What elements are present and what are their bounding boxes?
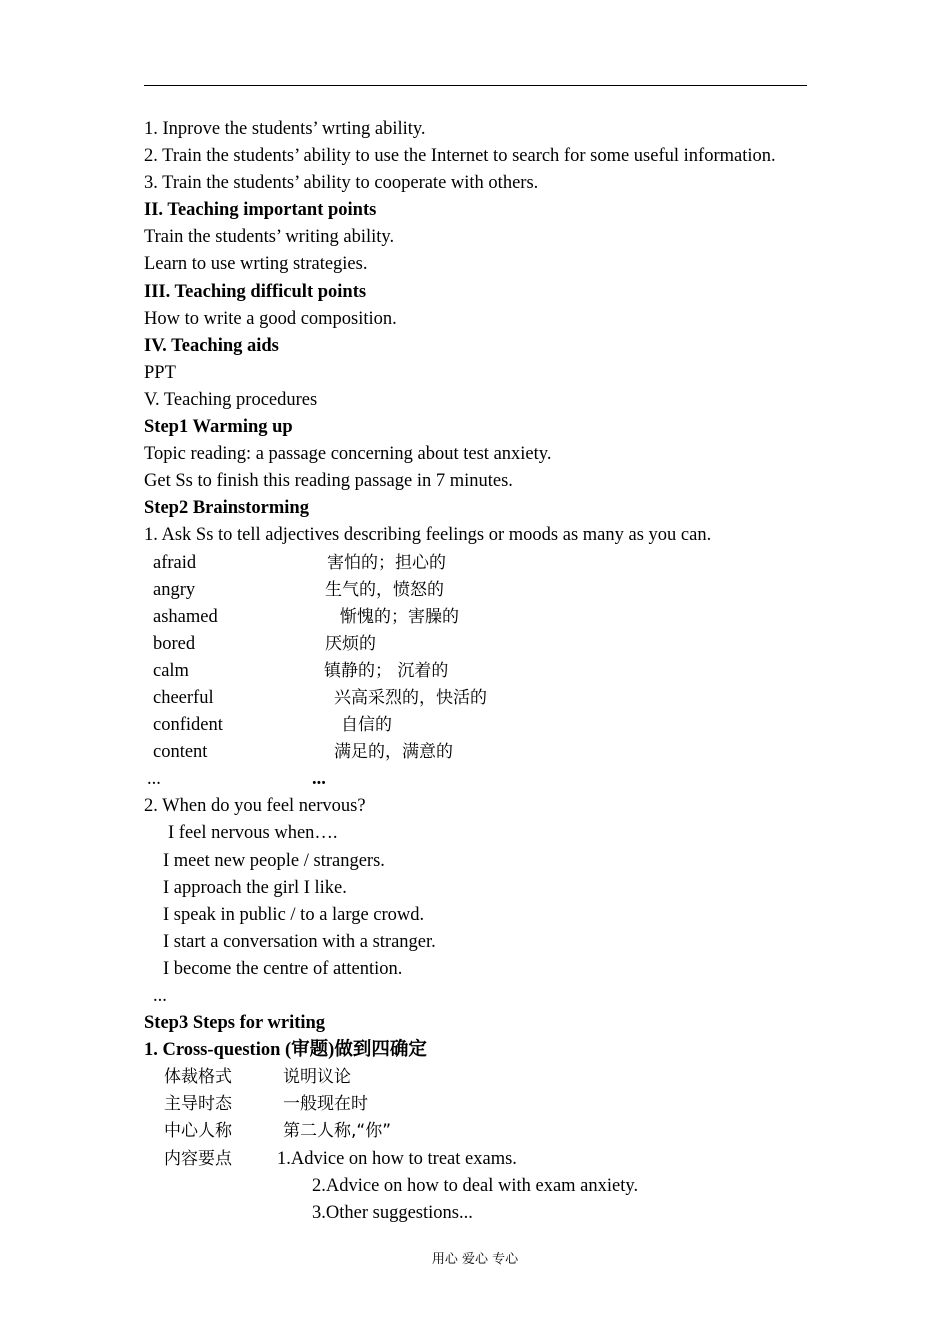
vocab-en: confident bbox=[153, 715, 223, 736]
vocab-row bbox=[144, 685, 824, 712]
section-heading-procedures: V. Teaching procedures bbox=[144, 389, 318, 410]
objective-1: 1. Inprove the students’ wrting ability. bbox=[144, 119, 426, 139]
important-point-2: Learn to use wrting strategies. bbox=[144, 254, 368, 275]
vocab-more-zh: ... bbox=[312, 769, 326, 790]
section-heading-difficult-points: III. Teaching difficult points bbox=[144, 281, 367, 302]
step1-line-2: Get Ss to finish this reading passage in 7 minutes. bbox=[144, 471, 513, 492]
cross-question-value: 1.Advice on how to treat exams. bbox=[277, 1148, 517, 1169]
vocab-row-more bbox=[144, 766, 824, 793]
cross-question-value: 说明议论 bbox=[283, 1067, 351, 1088]
vocab-zh: 害怕的；担心的 bbox=[327, 552, 446, 573]
step2-question-2: 2. When do you feel nervous? bbox=[144, 796, 366, 817]
step1-line-1: Topic reading: a passage concerning about test anxiety. bbox=[144, 444, 552, 465]
vocab-row bbox=[144, 577, 824, 604]
vocab-zh: 惭愧的；害臊的 bbox=[340, 606, 459, 627]
vocab-en: angry bbox=[153, 579, 196, 600]
step1-heading: Step1 Warming up bbox=[144, 417, 293, 438]
cross-question-row bbox=[144, 1064, 824, 1091]
step2-answer: I speak in public / to a large crowd. bbox=[163, 904, 425, 925]
step2-question-1: 1. Ask Ss to tell adjectives describing feelings or moods as many as you can. bbox=[144, 525, 712, 546]
cross-question-label: 体裁格式 bbox=[164, 1067, 232, 1088]
vocab-more-en: ... bbox=[147, 769, 161, 790]
objective-2: 2. Train the students’ ability to use the Internet to search for some useful information. bbox=[144, 146, 776, 167]
cross-question-value: 第二人称,“你” bbox=[283, 1121, 392, 1142]
vocab-en: calm bbox=[153, 660, 189, 681]
vocab-row bbox=[144, 550, 824, 577]
page-footer: 用心 爱心 专心 bbox=[431, 1252, 519, 1267]
vocab-en: afraid bbox=[153, 552, 197, 573]
vocab-zh: 满足的，满意的 bbox=[334, 742, 453, 763]
cross-question-label: 中心人称 bbox=[164, 1121, 232, 1142]
cross-question-row bbox=[144, 1146, 824, 1173]
content-point bbox=[144, 1200, 824, 1227]
document-body bbox=[144, 116, 824, 1227]
step2-answer: I become the centre of attention. bbox=[163, 958, 403, 979]
cross-question-label: 主导时态 bbox=[164, 1094, 232, 1115]
step2-answer: I meet new people / strangers. bbox=[163, 850, 385, 871]
teaching-aid: PPT bbox=[144, 362, 176, 383]
step2-answer: I start a conversation with a stranger. bbox=[163, 931, 436, 952]
header-rule bbox=[144, 85, 807, 86]
cross-question-row bbox=[144, 1118, 824, 1145]
cross-question-row bbox=[144, 1091, 824, 1118]
vocab-zh: 生气的，愤怒的 bbox=[325, 579, 444, 600]
vocab-zh: 厌烦的 bbox=[325, 633, 376, 654]
important-point-1: Train the students’ writing ability. bbox=[144, 227, 395, 248]
vocab-row bbox=[144, 658, 824, 685]
section-heading-important-points: II. Teaching important points bbox=[144, 200, 377, 221]
step3-heading: Step3 Steps for writing bbox=[144, 1013, 326, 1034]
vocab-zh: 自信的 bbox=[341, 715, 392, 736]
section-heading-teaching-aids: IV. Teaching aids bbox=[144, 335, 279, 356]
content-point-text: 2.Advice on how to deal with exam anxiety. bbox=[312, 1175, 639, 1196]
step3-subheading: 1. Cross-question (审题)做到四确定 bbox=[144, 1040, 427, 1061]
content-point bbox=[144, 1173, 824, 1200]
vocab-row bbox=[144, 604, 824, 631]
content-point-text: 3.Other suggestions... bbox=[312, 1202, 473, 1223]
vocab-en: ashamed bbox=[153, 606, 218, 627]
vocab-zh: 镇静的； 沉着的 bbox=[324, 660, 449, 681]
cross-question-label: 内容要点 bbox=[164, 1148, 232, 1169]
vocab-row bbox=[144, 712, 824, 739]
vocab-row bbox=[144, 739, 824, 766]
cross-question-value: 一般现在时 bbox=[283, 1094, 368, 1115]
step2-lead: I feel nervous when…. bbox=[168, 823, 338, 844]
step2-answer: I approach the girl I like. bbox=[163, 877, 347, 898]
vocab-row bbox=[144, 631, 824, 658]
vocab-en: cheerful bbox=[153, 687, 214, 708]
difficult-point: How to write a good composition. bbox=[144, 308, 397, 329]
step2-heading: Step2 Brainstorming bbox=[144, 498, 309, 519]
objective-3: 3. Train the students’ ability to cooperate with others. bbox=[144, 173, 539, 194]
vocab-en: bored bbox=[153, 633, 196, 654]
step2-more: ... bbox=[153, 986, 167, 1006]
vocab-en: content bbox=[153, 742, 208, 763]
vocab-zh: 兴高采烈的，快活的 bbox=[334, 687, 487, 708]
